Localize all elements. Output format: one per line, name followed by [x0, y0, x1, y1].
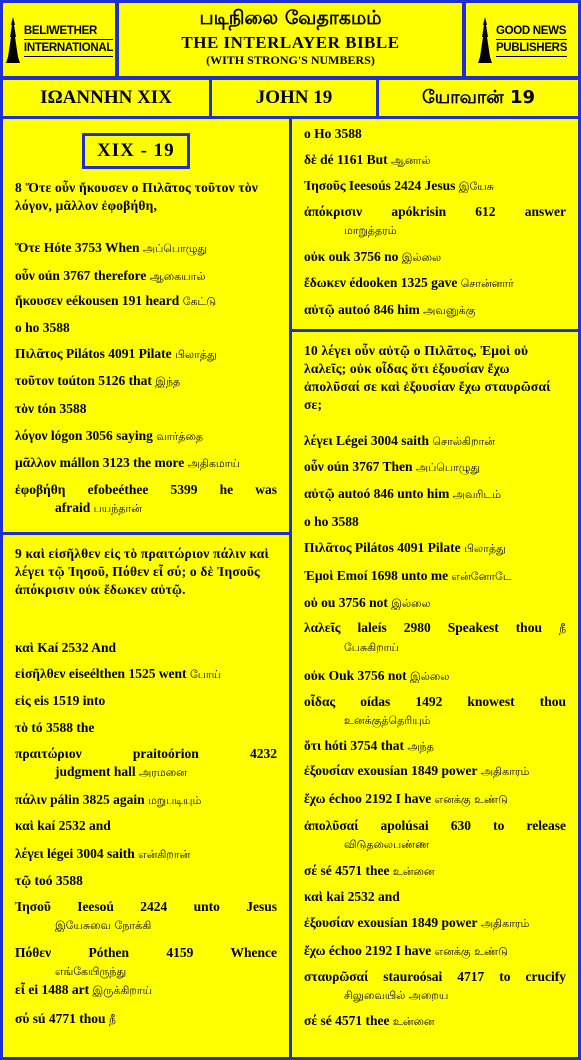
- tamil-gloss: என்கிறான்: [138, 848, 191, 861]
- transliteration: kaí 2532 and: [37, 818, 111, 833]
- greek-word: λέγει: [304, 433, 333, 448]
- transliteration: Póthen 4159 Whence: [88, 945, 278, 960]
- tamil-gloss: பிலாத்து: [175, 348, 217, 361]
- transliteration: Hóte 3753 When: [43, 240, 140, 255]
- greek-word: καὶ: [15, 818, 34, 833]
- transliteration: autoó 846 him: [338, 302, 420, 317]
- tamil-gloss: பயந்தான்: [93, 502, 142, 515]
- transliteration: échoo 2192 I have: [328, 791, 432, 806]
- tamil-gloss: மாறுத்தரம்: [344, 224, 397, 237]
- word-row: [15, 872, 277, 890]
- greek-word: λαλεῖς: [304, 620, 341, 635]
- transliteration: praitoórion 4232: [132, 746, 277, 761]
- tamil-gloss: விடுதலைபண்ண: [344, 838, 430, 851]
- tamil-gloss: கேட்டு: [182, 295, 217, 308]
- transliteration: édooken 1325 gave: [349, 275, 458, 290]
- tamil-gloss: அப்பொழுது: [142, 242, 208, 255]
- word-row: [15, 817, 277, 835]
- tamil-gloss: ஆகையால்: [149, 270, 206, 283]
- transliteration: sé 4571 thee: [320, 863, 390, 878]
- transliteration: tó 3588 the: [31, 720, 95, 735]
- word-row: [304, 594, 566, 613]
- tamil-gloss: இயேசுவை நோக்கி: [55, 919, 152, 932]
- greek-word: οὖν: [15, 268, 35, 283]
- transliteration: efobeéthee 5399 he was: [87, 482, 277, 497]
- transliteration: ou 3756 not: [321, 595, 388, 610]
- word-row: [15, 319, 277, 337]
- greek-word: ἐξουσίαν: [304, 915, 355, 930]
- greek-word: ἐξουσίαν: [304, 763, 355, 778]
- transliteration: Ieesoús 2424 Jesus: [348, 178, 456, 193]
- tamil-gloss: இல்லை: [410, 670, 450, 683]
- greek-word: καὶ: [304, 889, 323, 904]
- word-row: [15, 481, 277, 518]
- greek-word: ἔδωκεν: [304, 275, 346, 290]
- greek-word: Πιλᾶτος: [304, 540, 352, 555]
- book-subtitle: (WITH STRONG'S NUMBERS): [206, 53, 375, 67]
- greek-word: Ἐμοὶ: [304, 568, 334, 583]
- greek-word: τῷ: [15, 873, 32, 888]
- greek-word: δὲ: [304, 152, 317, 167]
- word-row: [15, 400, 277, 418]
- transliteration: lógon 3056 saying: [50, 428, 153, 443]
- word-row: [304, 458, 566, 477]
- word-row: [304, 1012, 566, 1031]
- tamil-gloss: போய்: [189, 668, 222, 681]
- bellwether-logo: [3, 3, 115, 76]
- transliteration: Pilátos 4091 Pilate: [354, 540, 461, 555]
- word-row: [304, 125, 566, 143]
- greek-word: ο: [304, 126, 311, 141]
- gloss-continuation: [304, 986, 566, 1005]
- word-row: [15, 239, 277, 258]
- gloss-continuation: [304, 711, 566, 730]
- gloss-continuation: [15, 499, 277, 518]
- transliteration: eékousen 191 heard: [66, 293, 180, 308]
- logo-line-2: PUBLISHERS: [496, 40, 567, 57]
- transliteration: oún 3767 Then: [327, 459, 413, 474]
- word-row: [304, 151, 566, 170]
- word-row: [15, 372, 277, 391]
- greek-word: ἐφοβήθη: [15, 482, 66, 497]
- word-row: [304, 888, 566, 906]
- tamil-gloss: நீ: [108, 1013, 116, 1026]
- transliteration: hóti 3754 that: [324, 738, 405, 753]
- transliteration: ho 3588: [314, 514, 359, 529]
- tamil-title: படிநிலை வேதாகமம்: [199, 7, 382, 29]
- transliteration: Kaí 2532 And: [37, 640, 116, 655]
- greek-word: τὸν: [15, 401, 35, 416]
- tamil-gloss: உன்னை: [392, 1015, 435, 1028]
- transliteration: stauroósai 4717 to crucify: [383, 969, 566, 984]
- verse-10-panel: [292, 332, 578, 1057]
- tower-icon: [5, 17, 21, 63]
- word-row: [304, 817, 566, 854]
- word-row: [15, 898, 277, 935]
- greek-word: οὐ: [304, 595, 318, 610]
- transliteration: laleís 2980 Speakest thou: [357, 620, 542, 635]
- word-row: [15, 692, 277, 710]
- greek-word: Ἰησοῦ: [15, 899, 51, 914]
- greek-word: ἀπολῦσαί: [304, 818, 359, 833]
- transliteration: mállon 3123 the more: [59, 455, 185, 470]
- word-row: [15, 719, 277, 737]
- greek-word: ἔχω: [304, 943, 326, 958]
- word-row: [304, 485, 566, 504]
- tamil-gloss: எனக்கு உண்டு: [434, 945, 508, 958]
- word-row: [15, 1010, 277, 1029]
- greek-word: πραιτώριον: [15, 746, 82, 761]
- transliteration: Ouk 3756 not: [328, 668, 407, 683]
- greek-word: τοῦτον: [15, 373, 54, 388]
- greek-word: σέ: [304, 863, 318, 878]
- transliteration: tón 3588: [37, 401, 87, 416]
- greek-word: οὐκ: [304, 249, 326, 264]
- gloss-continuation: [304, 835, 566, 854]
- transliteration: ouk 3756 no: [328, 249, 399, 264]
- tamil-gloss: அவரிடம்: [452, 488, 502, 501]
- tamil-gloss: அதிகாரம்: [480, 917, 530, 930]
- verse-8-panel: [3, 119, 289, 532]
- header-title-block: [119, 3, 462, 76]
- word-row: [304, 539, 566, 558]
- transliteration: oún 3767 therefore: [38, 268, 147, 283]
- gloss-continuation: [15, 763, 277, 782]
- word-row: [304, 203, 566, 240]
- tamil-gloss: அதிகமாய்: [187, 457, 240, 470]
- gloss-continuation: [304, 221, 566, 240]
- english-book-title: JOHN 19: [212, 80, 376, 116]
- tamil-gloss: ஆனால்: [391, 154, 431, 167]
- tamil-gloss: என்னோடே: [451, 570, 512, 583]
- greek-word: σέ: [304, 1013, 318, 1028]
- transliteration: Ho 3588: [314, 126, 362, 141]
- verse-10-text: 10 λέγει οὖν αὐτῷ ο Πιλᾶτος, Ἐμοὶ οὐ λαλεῖς; οὐκ οἶδας ὅτι ἐξουσίαν ἔχω ἀπολῦσαί σε καὶ ἐξουσίαν ἔχω σταυρῶσαί σε;: [304, 343, 551, 412]
- tamil-gloss: சிலுவையில் அறைய: [344, 989, 449, 1002]
- logo-line-1: GOOD NEWS: [496, 23, 567, 40]
- transliteration: légei 3004 saith: [47, 846, 135, 861]
- greek-word: ὅτι: [304, 738, 322, 753]
- transliteration: Pilátos 4091 Pilate: [65, 346, 172, 361]
- word-row: [304, 432, 566, 451]
- word-row: [15, 292, 277, 311]
- word-row: [304, 862, 566, 881]
- transliteration: apókrisin 612 answer: [391, 204, 566, 219]
- tamil-book-title: யோவான் 19: [379, 80, 578, 116]
- word-row: [15, 665, 277, 684]
- greek-word: αὐτῷ: [304, 486, 335, 501]
- transliteration: Emoí 1698 unto me: [336, 568, 449, 583]
- logo-line-1: BELIWETHER: [24, 23, 113, 40]
- greek-word: ἤκουσεν: [15, 293, 63, 308]
- greek-word: καὶ: [15, 640, 34, 655]
- tamil-gloss: இல்லை: [401, 251, 442, 264]
- transliteration: toúton 5126 that: [57, 373, 152, 388]
- greek-word: ο: [304, 514, 311, 529]
- transliteration: exousían 1849 power: [357, 915, 478, 930]
- word-row: [15, 745, 277, 782]
- gloss-continuation: [15, 962, 277, 981]
- transliteration: exousían 1849 power: [357, 763, 478, 778]
- tamil-gloss: அரமனை: [139, 766, 187, 779]
- tamil-gloss: அவனுக்கு: [423, 304, 476, 317]
- tamil-gloss: பிலாத்து: [464, 542, 506, 555]
- gloss-continuation: [304, 638, 566, 657]
- word-row: [304, 790, 566, 809]
- word-row: [15, 267, 277, 286]
- greek-word: οἶδας: [304, 694, 336, 709]
- transliteration-2: afraid: [55, 500, 91, 515]
- greek-word: ἔχω: [304, 791, 326, 806]
- tamil-gloss: எனக்கு உண்டு: [434, 793, 508, 806]
- tamil-gloss: சொன்னார்: [460, 277, 514, 290]
- tamil-gloss-2: பேசுகிறாய்: [344, 641, 399, 654]
- transliteration: apolúsai 630 to release: [380, 818, 566, 833]
- logo-line-2: INTERNATIONAL: [24, 40, 113, 57]
- word-row: [304, 248, 566, 267]
- tamil-gloss: இயேசு: [458, 180, 494, 193]
- tamil-gloss: அதிகாரம்: [480, 765, 530, 778]
- word-row: [15, 845, 277, 864]
- tamil-gloss: இருக்கிறாய்: [92, 984, 153, 997]
- greek-word: αὐτῷ: [304, 302, 335, 317]
- word-row: [15, 791, 277, 810]
- greek-word: ο: [15, 320, 22, 335]
- transliteration: Légei 3004 saith: [336, 433, 430, 448]
- transliteration: échoo 2192 I have: [328, 943, 432, 958]
- transliteration: pálin 3825 again: [50, 792, 145, 807]
- greek-word: σύ: [15, 1011, 30, 1026]
- word-row: [304, 177, 566, 196]
- greek-word: εἰς: [15, 693, 31, 708]
- transliteration: oídas 1492 knowest thou: [360, 694, 567, 709]
- verse-9-text: 9 καὶ εἰσῆλθεν εἰς τὸ πραιτώριον πάλιν καὶ λέγει τῷ Ἰησοῦ, Πόθεν εἶ σύ; ο δὲ Ἰησοῦς ἀπόκρισιν οὐκ ἔδωκεν αὐτῷ.: [15, 546, 269, 597]
- transliteration: Ieesoú 2424 unto Jesus: [77, 899, 277, 914]
- greek-word: εἰσῆλθεν: [15, 666, 66, 681]
- tower-icon: [477, 17, 493, 63]
- greek-word: λέγει: [15, 846, 44, 861]
- word-row: [304, 737, 566, 756]
- gloss-continuation: [15, 916, 277, 935]
- word-row: [304, 914, 566, 933]
- greek-word: λόγον: [15, 428, 48, 443]
- word-row: [15, 454, 277, 473]
- word-row: [304, 274, 566, 293]
- tamil-gloss: எங்கேயிருந்து: [55, 965, 127, 978]
- word-row: [304, 968, 566, 1005]
- greek-word: ἀπόκρισιν: [304, 204, 363, 219]
- word-row: [304, 942, 566, 961]
- word-row: [304, 762, 566, 781]
- greek-word: Πιλᾶτος: [15, 346, 63, 361]
- word-row: [15, 944, 277, 981]
- word-row: [304, 567, 566, 586]
- transliteration: sú 4771 thou: [32, 1011, 106, 1026]
- verse-9-panel: [3, 535, 289, 1057]
- tamil-gloss: உனக்குத்தெரியும்: [344, 714, 431, 727]
- greek-word: οὐκ: [304, 668, 326, 683]
- word-row: [304, 513, 566, 531]
- transliteration: toó 3588: [34, 873, 83, 888]
- greek-word: Πόθεν: [15, 945, 52, 960]
- greek-word: οὖν: [304, 459, 324, 474]
- tamil-gloss: சொல்கிறான்: [432, 435, 495, 448]
- word-row: [15, 345, 277, 364]
- word-row: [304, 301, 566, 320]
- tamil-gloss: வார்த்தை: [156, 430, 204, 443]
- transliteration: eis 1519 into: [34, 693, 106, 708]
- book-title: THE INTERLAYER BIBLE: [181, 33, 400, 52]
- greek-word: πάλιν: [15, 792, 47, 807]
- tamil-gloss: உன்னை: [392, 865, 435, 878]
- transliteration: ho 3588: [25, 320, 70, 335]
- greek-word: εἶ: [15, 982, 25, 997]
- transliteration: kai 2532 and: [326, 889, 400, 904]
- greek-word: Ὅτε: [15, 240, 41, 255]
- transliteration: dé 1161 But: [320, 152, 388, 167]
- word-row: [304, 619, 566, 657]
- verse-9-continued-panel: [292, 119, 578, 329]
- word-row: [15, 639, 277, 657]
- word-row: [304, 693, 566, 730]
- tamil-gloss: அந்த: [407, 740, 434, 753]
- greek-word: μᾶλλον: [15, 455, 57, 470]
- transliteration-2: judgment hall: [55, 764, 136, 779]
- transliteration: ei 1488 art: [28, 982, 90, 997]
- word-row: [304, 667, 566, 686]
- transliteration: autoó 846 unto him: [338, 486, 450, 501]
- tamil-gloss: மறுபடியும்: [148, 794, 202, 807]
- greek-word: τὸ: [15, 720, 28, 735]
- good-news-logo: [466, 3, 578, 76]
- greek-book-title: ΙΩΑΝΝΗΝ XIX: [3, 80, 209, 116]
- transliteration: eiseélthen 1525 went: [68, 666, 187, 681]
- greek-word: σταυρῶσαί: [304, 969, 369, 984]
- tamil-gloss: நீ: [558, 622, 566, 635]
- word-row: [15, 981, 277, 1000]
- tamil-gloss: அப்பொழுது: [415, 461, 481, 474]
- transliteration: sé 4571 thee: [320, 1013, 390, 1028]
- tamil-gloss: இந்த: [155, 375, 181, 388]
- greek-word: Ἰησοῦς: [304, 178, 346, 193]
- word-row: [15, 427, 277, 446]
- verse-8-text: 8 Ὅτε οὖν ἤκουσεν ο Πιλᾶτος τοῦτον τὸν λόγον, μᾶλλον ἐφοβήθη,: [15, 180, 259, 213]
- tamil-gloss: இல்லை: [391, 597, 431, 610]
- chapter-label: XIX - 19: [82, 133, 190, 169]
